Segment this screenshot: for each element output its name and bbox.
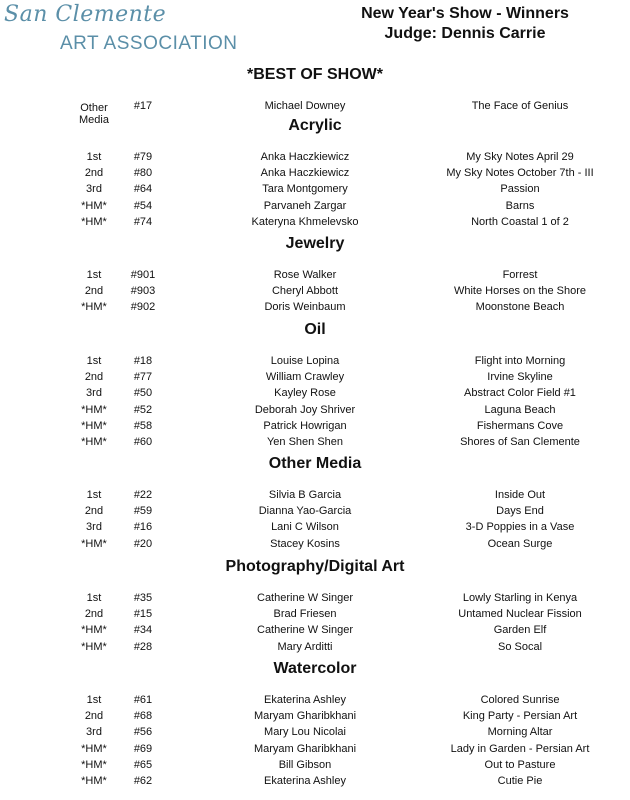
entry-place: 1st [86,355,102,367]
entry-title: Passion [500,183,540,196]
entry-place: 3rd [86,521,102,534]
entry-artist: Dianna Yao-Garcia [258,505,352,518]
entry-place: 2nd [84,371,104,384]
entry-place: 2nd [84,285,104,298]
entry-artist: Parvaneh Zargar [263,199,347,212]
entry-artist: Tara Montgomery [262,183,348,196]
entry-title: Garden Elf [493,624,547,637]
entry-title: Inside Out [494,489,546,501]
entry-artist: Ekaterina Ashley [264,694,346,706]
entry-artist: Yen Shen Shen [266,436,344,448]
entry-number: #35 [133,592,153,604]
entry-place: 2nd [84,608,104,621]
entry-number: #60 [133,436,153,448]
logo-script-text: San Clemente [4,2,167,27]
entry-number: #80 [133,167,153,180]
entry-number: #22 [133,489,153,501]
entry-title: White Horses on the Shore [453,285,587,298]
entry-place: *HM* [81,419,107,432]
entry-place: *HM* [81,640,107,653]
entry-number: #58 [133,419,153,432]
entry-title: King Party - Persian Art [462,710,578,723]
entry-artist: Lani C Wilson [271,521,339,534]
entry-place: *HM* [81,199,107,212]
entry-title: Lowly Starling in Kenya [462,592,578,604]
entry-artist: Kayley Rose [274,387,336,400]
entry-artist: Ekaterina Ashley [264,775,346,787]
entry-title: My Sky Notes October 7th - III [446,167,594,180]
entry-title: Cutie Pie [497,775,543,787]
entry-artist: Maryam Gharibkhani [253,710,357,723]
entry-place: *HM* [81,403,107,416]
entry-artist: Mary Arditti [277,640,333,653]
entry-number: #15 [133,608,153,621]
entry-artist: William Crawley [265,371,345,384]
entry-title: Abstract Color Field #1 [464,387,576,400]
entry-title: Shores of San Clemente [460,436,580,448]
entry-artist: Stacey Kosins [270,537,340,550]
entry-artist: Catherine W Singer [257,624,353,637]
entry-number: #50 [133,387,153,400]
entry-number: #74 [133,215,153,228]
document-title: New Year's Show - Winners [361,5,569,22]
entry-place: 2nd [84,505,104,518]
entry-title: The Face of Genius [471,100,569,112]
entry-title: Fishermans Cove [476,419,564,432]
entry-number: #59 [133,505,153,518]
section-heading: Other Media [268,455,362,472]
entry-title: Untamed Nuclear Fission [458,608,582,621]
entry-place: *HM* [81,742,107,755]
entry-title: So Socal [497,640,543,653]
entry-artist: Brad Friesen [273,608,337,621]
entry-number: #79 [133,151,153,163]
entry-title: Lady in Garden - Persian Art [450,742,590,755]
entry-number: #18 [133,355,153,367]
entry-place: *HM* [81,301,107,314]
entry-place: 1st [86,694,102,706]
entry-artist: Catherine W Singer [257,592,353,604]
section-heading: Oil [304,321,326,338]
entry-title: North Coastal 1 of 2 [471,215,569,228]
entry-title: My Sky Notes April 29 [466,151,574,163]
entry-title: Barns [505,199,535,212]
entry-number: #77 [133,371,153,384]
entry-number: #54 [133,199,153,212]
entry-title: Flight into Morning [474,355,566,367]
entry-title: Moonstone Beach [475,301,565,314]
entry-place: *HM* [81,758,107,771]
entry-artist: Louise Lopina [270,355,340,367]
entry-number: #64 [133,183,153,196]
entry-number: #17 [133,100,153,112]
section-heading: Jewelry [285,235,345,252]
entry-place: *HM* [81,775,107,787]
entry-place: 2nd [84,710,104,723]
entry-artist: Bill Gibson [278,758,332,771]
entry-number: #68 [133,710,153,723]
entry-number: #61 [133,694,153,706]
entry-title: Colored Sunrise [480,694,560,706]
entry-place: 3rd [86,726,102,739]
entry-artist: Anka Haczkiewicz [260,151,350,163]
entry-number: #69 [133,742,153,755]
entry-artist: Michael Downey [264,100,346,112]
entry-number: #56 [133,726,153,739]
entry-artist: Kateryna Khmelevsko [251,215,359,228]
entry-number: #903 [130,285,156,298]
section-heading: Watercolor [273,660,357,677]
entry-place: 3rd [86,387,102,400]
entry-title: Irvine Skyline [487,371,553,384]
entry-number: #902 [130,301,156,314]
entry-place: Other Media [79,102,109,126]
entry-title: Morning Altar [487,726,553,739]
section-heading: Photography/Digital Art [225,558,405,575]
entry-place: *HM* [81,537,107,550]
section-heading: Acrylic [288,117,342,134]
entry-title: Laguna Beach [484,403,556,416]
entry-place: 1st [86,151,102,163]
entry-artist: Cheryl Abbott [271,285,339,298]
entry-title: Ocean Surge [487,537,553,550]
entry-place: 3rd [86,183,102,196]
entry-artist: Deborah Joy Shriver [254,403,356,416]
best-of-show-heading: *BEST OF SHOW* [246,66,383,83]
entry-title: Forrest [502,269,538,281]
entry-place: 1st [86,269,102,281]
entry-number: #20 [133,537,153,550]
entry-artist: Silvia B Garcia [268,489,342,501]
entry-place: 2nd [84,167,104,180]
entry-place: *HM* [81,624,107,637]
entry-artist: Anka Haczkiewicz [260,167,350,180]
entry-place: *HM* [81,215,107,228]
entry-title: Days End [496,505,544,518]
entry-place: 1st [86,592,102,604]
entry-artist: Rose Walker [273,269,337,281]
logo-main-text: ART ASSOCIATION [60,33,238,54]
entry-number: #901 [130,269,156,281]
entry-number: #16 [133,521,153,534]
entry-place: *HM* [81,436,107,448]
entry-number: #65 [133,758,153,771]
entry-artist: Doris Weinbaum [264,301,346,314]
entry-title: 3-D Poppies in a Vase [465,521,575,534]
entry-place: 1st [86,489,102,501]
entry-number: #28 [133,640,153,653]
entry-artist: Maryam Gharibkhani [253,742,357,755]
entry-number: #62 [133,775,153,787]
judge-line: Judge: Dennis Carrie [384,25,546,42]
entry-number: #52 [133,403,153,416]
entry-artist: Mary Lou Nicolai [264,726,346,739]
entry-artist: Patrick Howrigan [263,419,347,432]
entry-number: #34 [133,624,153,637]
entry-title: Out to Pasture [484,758,556,771]
